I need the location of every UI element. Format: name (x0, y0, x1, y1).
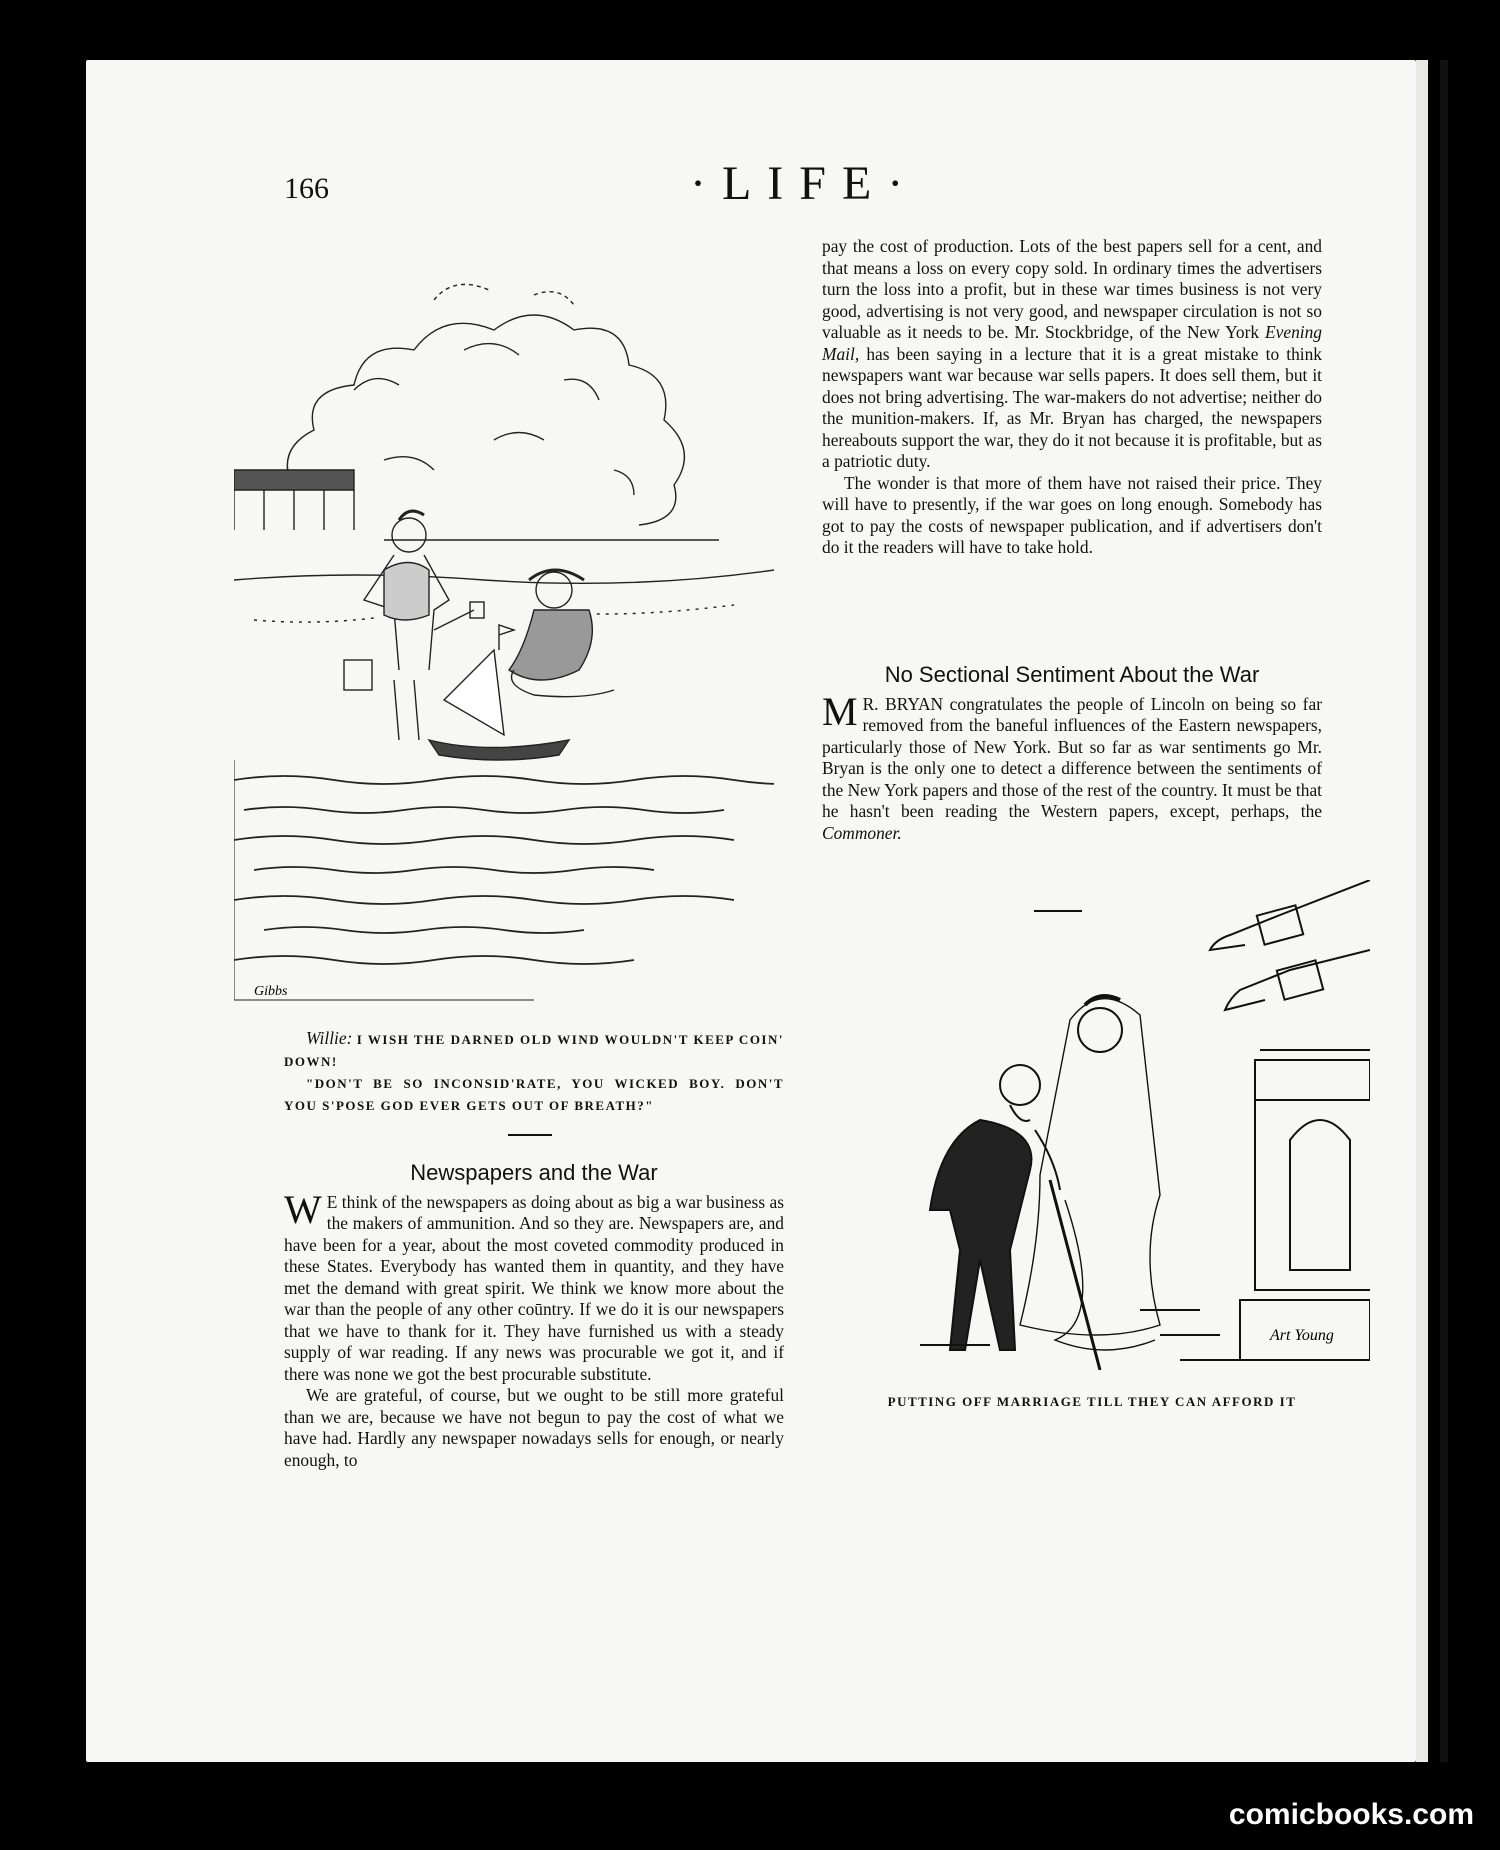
article1-drop-cap: W (284, 1186, 322, 1232)
article1-paragraph-1: E think of the newspapers as doing about as big a war business as the makers of ammunition. And so they are. Newspapers are, and have been for a year, about the most coveted commodity produced in these States. Everybody has wanted them in quantity, and they have met the demand with great spirit. We think we know more about the war than the people of any other coūntry. If we do it is our newspapers that we have to thank for it. They have furnished us with a steady supply of war reading. If any news was procurable we got it, and if there was none we got the best procurable substitute. (284, 1191, 784, 1384)
article2-lead: R. BRYAN (862, 693, 944, 714)
article1-paragraph-2: We are grateful, of course, but we ought to be still more grateful than we are, because we have not begun to pay the cost of what we have had. Hardly any newspaper nowadays sells for enough, or nearly enough, to (284, 1385, 784, 1470)
article1-paragraph-3-italic: Evening Mail, (822, 322, 1322, 364)
article2-text-a: congratulates the people of Lincoln on being so far removed from the baneful influences of the Eastern newspapers, particularly those of New York. But so far as war sentiments go Mr. Bryan is the only one to detect a difference between the sentiments of the New York papers and those of the rest of the country. It must be that he hasn't been reading the Western papers, except, perhaps, the (822, 693, 1322, 821)
article-sectional-sentiment (822, 664, 1322, 844)
cartoon2-caption: PUTTING OFF MARRIAGE TILL THEY CAN AFFORD IT (887, 1394, 1297, 1409)
caption-line1: I WISH THE DARNED OLD WIND WOULDN'T KEEP COIN' DOWN! (284, 1032, 784, 1069)
beach-cartoon (234, 240, 774, 1020)
article2-drop-cap: M (822, 688, 858, 734)
article1-paragraph-3b: has been saying in a lecture that it is a great mistake to think newspapers want war because war sells papers. It does sell them, but it does not bring advertising. The war-makers do not advertise; neither do the munition-makers. If, as Mr. Bryan has charged, the newspapers hereabouts support the war, they do it not because it is profitable, but as a patriotic duty. (822, 343, 1322, 471)
caption-speaker: Willie: (306, 1028, 353, 1048)
watermark: comicbooks.com (1228, 1798, 1474, 1831)
caption-line2: "DON'T BE SO INCONSID'RATE, YOU WICKED BOY. DON'T YOU S'POSE GOD EVER GETS OUT OF BREATH?" (284, 1076, 784, 1113)
wedding-cartoon (860, 880, 1370, 1370)
cartoon2-signature: Art Young (1270, 1327, 1334, 1344)
cartoon1-caption (284, 1028, 784, 1116)
article-newspapers-war (284, 1162, 784, 1471)
article1-paragraph-4: The wonder is that more of them have not raised their price. They will have to presently, if the war goes on long enough. Somebody has got to pay the costs of newspaper publication, and if advertisers don't do it the readers will have to take hold. (822, 472, 1322, 557)
article2-text-italic: Commoner. (822, 822, 902, 843)
article1-title: Newspapers and the War (410, 1160, 658, 1185)
page-edge (1416, 60, 1428, 1762)
article1-continued (822, 236, 1322, 559)
page-number: 166 (284, 172, 329, 205)
article1-paragraph-3a: pay the cost of production. Lots of the best papers sell for a cent, and that means a loss on every copy sold. In ordinary times the advertisers turn the loss into a profit, but in these war times business is not very good, advertising is not very good, and newspaper circulation is not so valuable as it needs to be. Mr. Stockbridge, of the New York (822, 236, 1322, 342)
cartoon1-signature: Gibbs (254, 984, 288, 999)
next-page-edge (1440, 60, 1448, 1762)
masthead: ·LIFE· (690, 157, 920, 210)
article2-title: No Sectional Sentiment About the War (884, 662, 1260, 687)
section-divider (508, 1134, 552, 1136)
